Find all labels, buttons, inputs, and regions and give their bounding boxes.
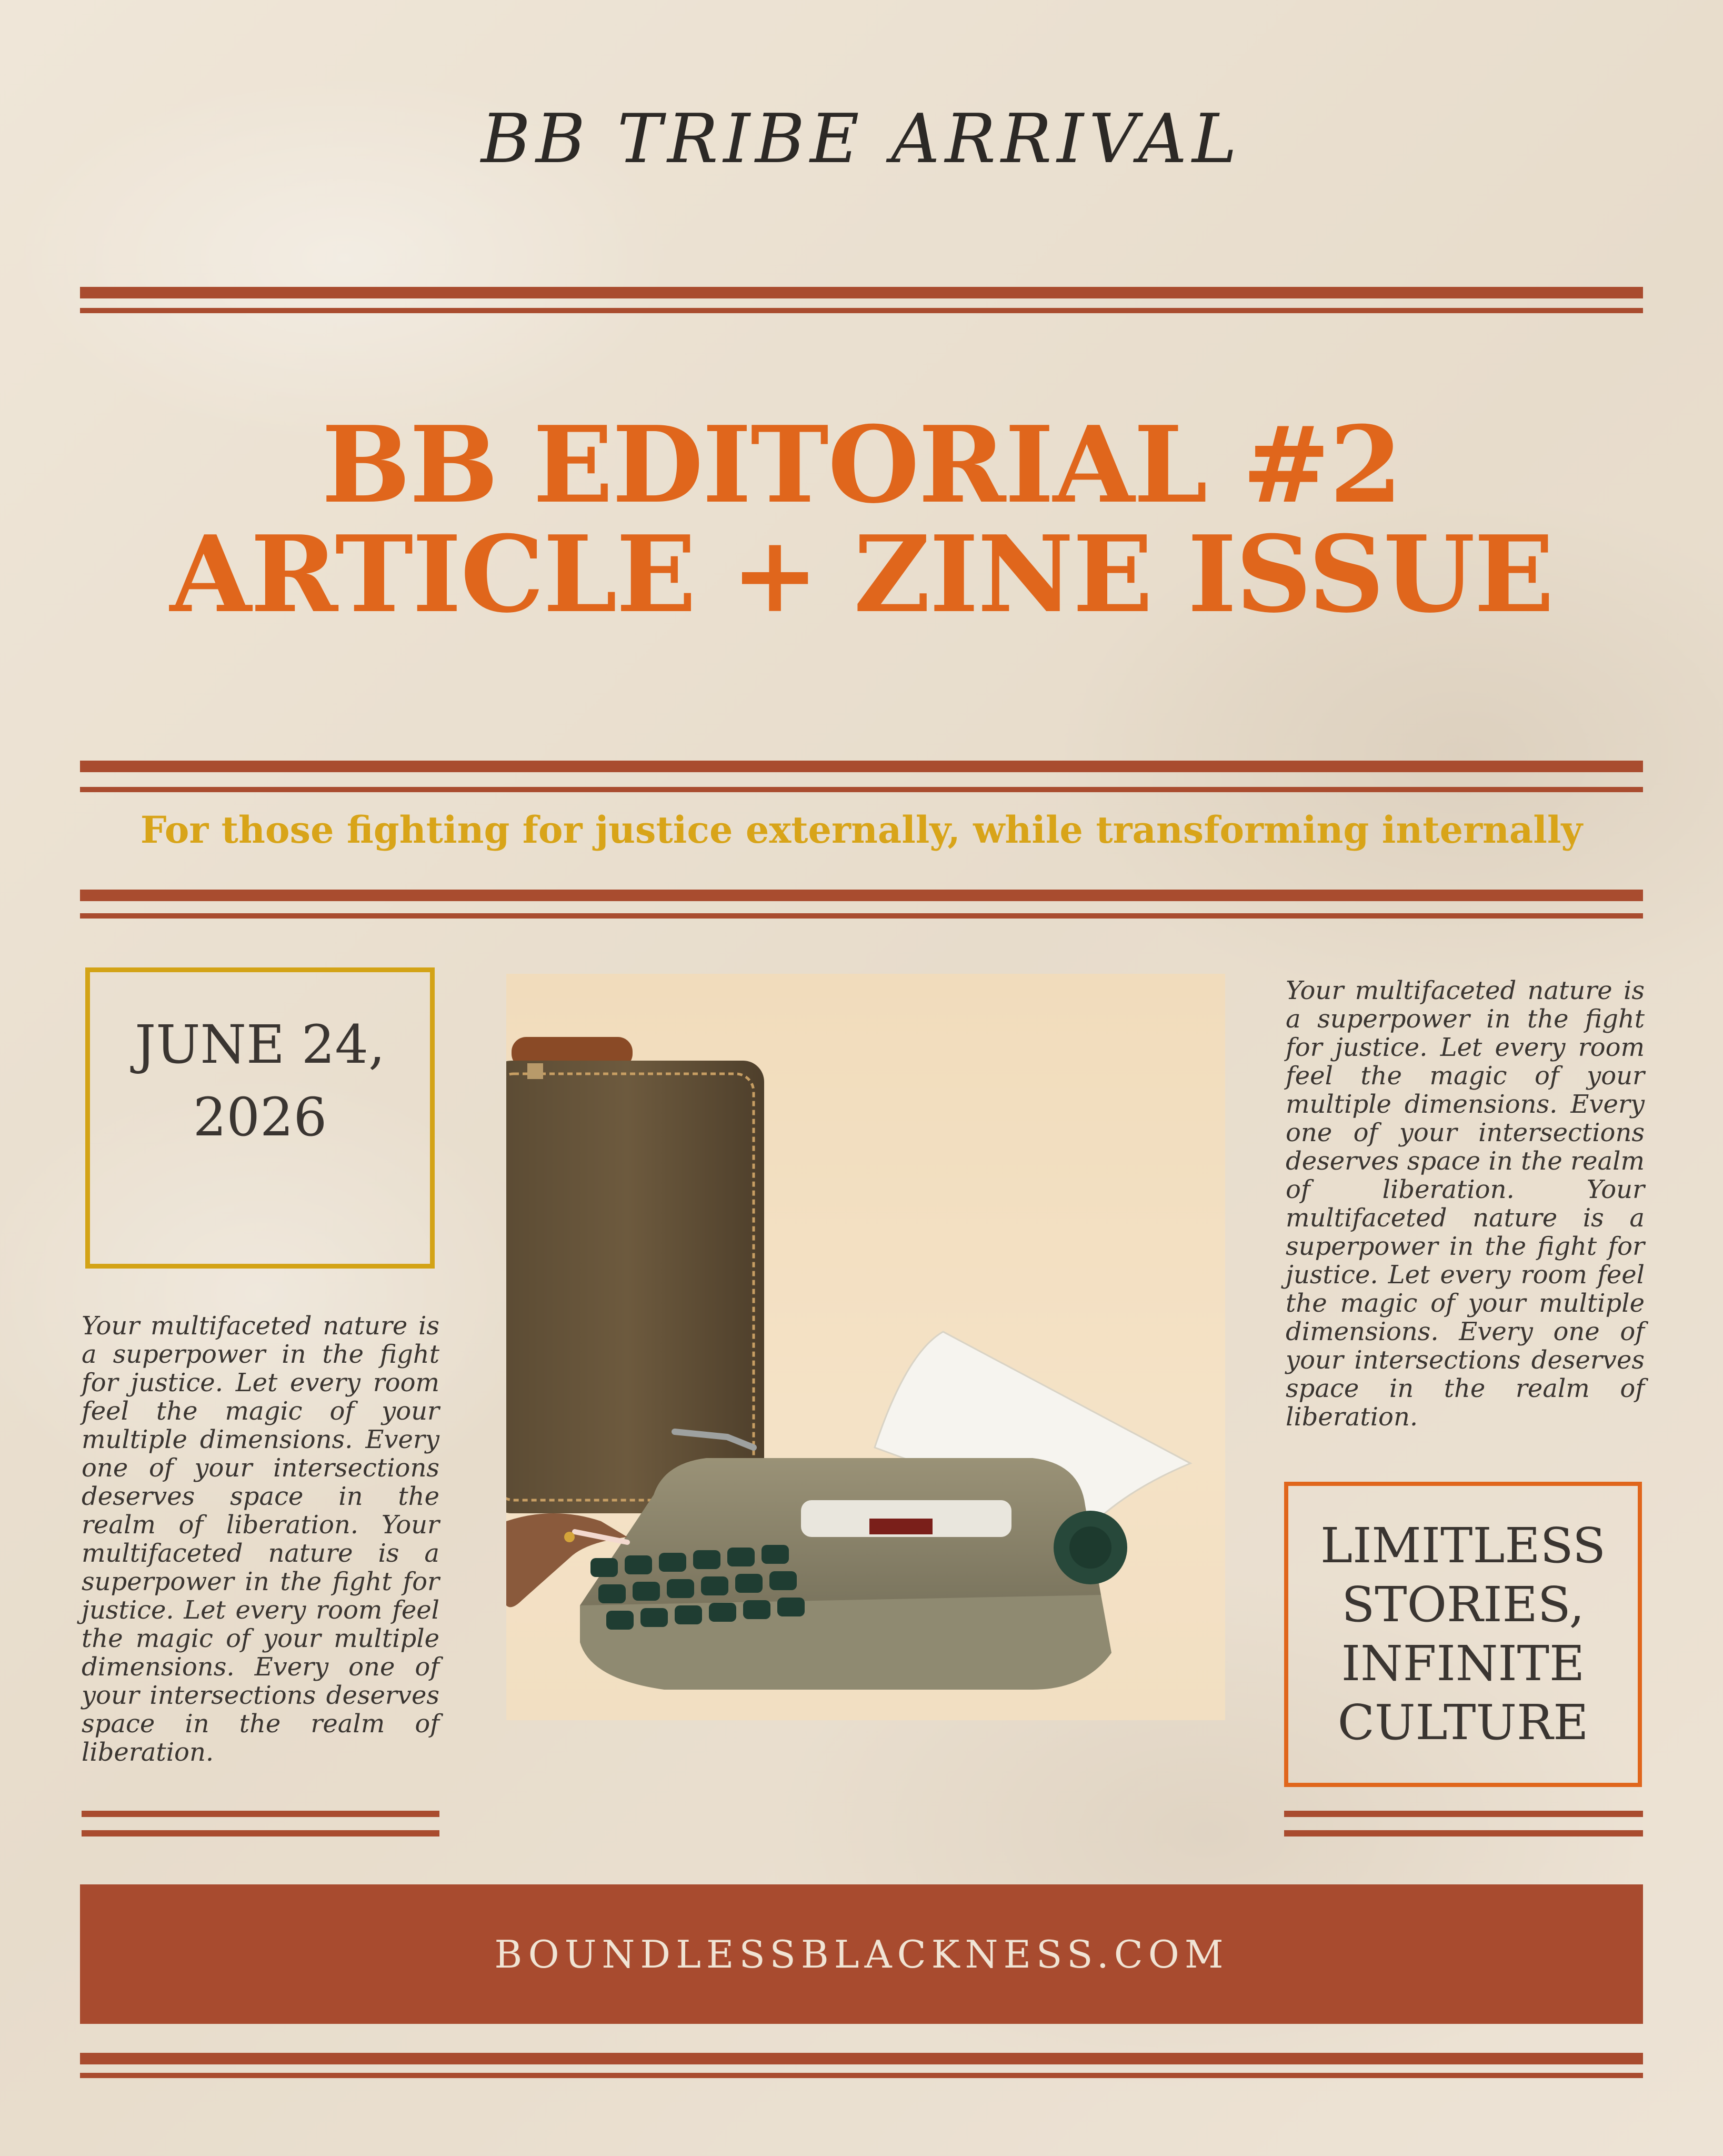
tagline-line-2: STORIES, — [1341, 1576, 1585, 1633]
left-rule-1 — [82, 1811, 439, 1817]
footer-url[interactable]: BOUNDLESSBLACKNESS.COM — [494, 1932, 1229, 1977]
left-column-text: Your multifaceted nature is a superpower in the fight for justice. Let every room feel the magic of your multiple dimensions. Every one of your intersections deserves space in the realm of liberation. Your multifaceted nature is a superpower in the fight for justice. Let every room feel the magic of your multiple dimensions. Every one of your intersections deserves space in the realm of liberation. — [82, 1311, 439, 1767]
date-line-2: 2026 — [193, 1086, 327, 1148]
footer-bar — [80, 1884, 1643, 2024]
bottom-rule-thick — [80, 2053, 1643, 2064]
right-column-text: Your multifaceted nature is a superpower in the fight for justice. Let every room feel the magic of your multiple dimensions. Every one of your intersections deserves space in the realm of liberation. Your multifaceted nature is a superpower in the fight for justice. Let every room feel the magic of your multiple dimensions. Every one of your intersections deserves space in the realm of liberation. — [1286, 976, 1645, 1432]
tagline-line-3: INFINITE — [1341, 1635, 1585, 1692]
tagline-line-1: LIMITLESS — [1320, 1518, 1606, 1574]
tagline-line-4: CULTURE — [1337, 1694, 1589, 1751]
headline — [0, 403, 1723, 636]
top-rule-thin — [80, 308, 1643, 313]
subtitle-rule-bottom-thin — [80, 913, 1643, 919]
left-rule-2 — [82, 1830, 439, 1836]
headline-line-1: BB EDITORIAL #2 — [321, 403, 1402, 527]
subtitle: For those fighting for justice externally, while transforming internally — [140, 808, 1583, 852]
date-text — [113, 1009, 407, 1154]
bottom-rule-thin — [80, 2073, 1643, 2078]
right-rule-2 — [1284, 1830, 1643, 1836]
top-rule-thick — [80, 287, 1643, 298]
headline-line-2: ARTICLE + ZINE ISSUE — [169, 513, 1554, 636]
kicker-title: BB TRIBE ARRIVAL — [480, 100, 1243, 178]
tagline-text — [1305, 1516, 1621, 1752]
typewriter-illustration — [506, 974, 1225, 1720]
tagline-box — [1284, 1482, 1642, 1787]
date-box — [85, 967, 435, 1269]
typewriter-photo — [506, 974, 1225, 1720]
right-rule-1 — [1284, 1811, 1643, 1817]
subtitle-rule-top-thin — [80, 787, 1643, 792]
subtitle-rule-bottom-thick — [80, 890, 1643, 901]
subtitle-rule-top-thick — [80, 761, 1643, 772]
date-line-1: JUNE 24, — [135, 1014, 385, 1075]
